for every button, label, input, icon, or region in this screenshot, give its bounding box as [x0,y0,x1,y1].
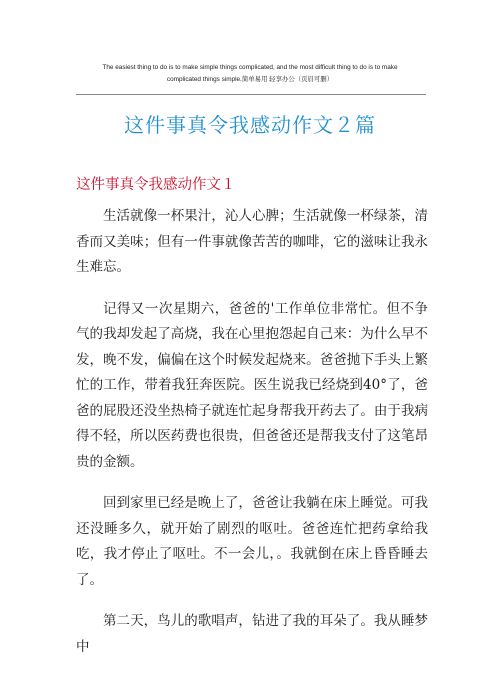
paragraph: 回到家里已经是晚上了，爸爸让我躺在床上睡觉。可我还没睡多久，就开始了剧烈的呕吐。爸爸连忙把药拿给我吃，我才停止了呕吐。不一会儿，。我就倒在床上昏昏睡去了。 [76,495,428,588]
article-body [76,204,428,676]
header-divider [76,94,426,95]
page-header [60,62,440,86]
document-title: 这件事真令我感动作文２篇 [124,113,376,137]
section-title: 这件事真令我感动作文１ [76,177,236,193]
paragraph: 记得又一次星期六，爸爸的'工作单位非常忙。但不争气的我却发起了高烧，我在心里抱怨起自己来：为什么早不发，晚不发，偏偏在这个时候发起烧来。爸爸抛下手头上繁忙的工作，带着我狂奔医院。医生说我已经烧到40°了，爸爸的屁股还没坐热椅子就连忙起身帮我开药去了。由于我病得不轻，所以医药费也很贵，但爸爸还是帮我支付了这笔昂贵的金额。 [76,300,428,470]
paragraph: 生活就像一杯果汁，沁人心脾；生活就像一杯绿茶，清香而又美味；但有一件事就像苦苦的咖啡，它的滋味让我永生难忘。 [76,208,428,275]
header-line-1: The easiest thing to do is to make simple things complicated, and the most difficult thing to do is to make [102,64,398,71]
paragraph: 第二天，鸟儿的歌唱声，钻进了我的耳朵了。我从睡梦中 [76,613,428,655]
header-line-2: complicated things simple.简单易用 轻享办公（页眉可删） [166,76,334,83]
